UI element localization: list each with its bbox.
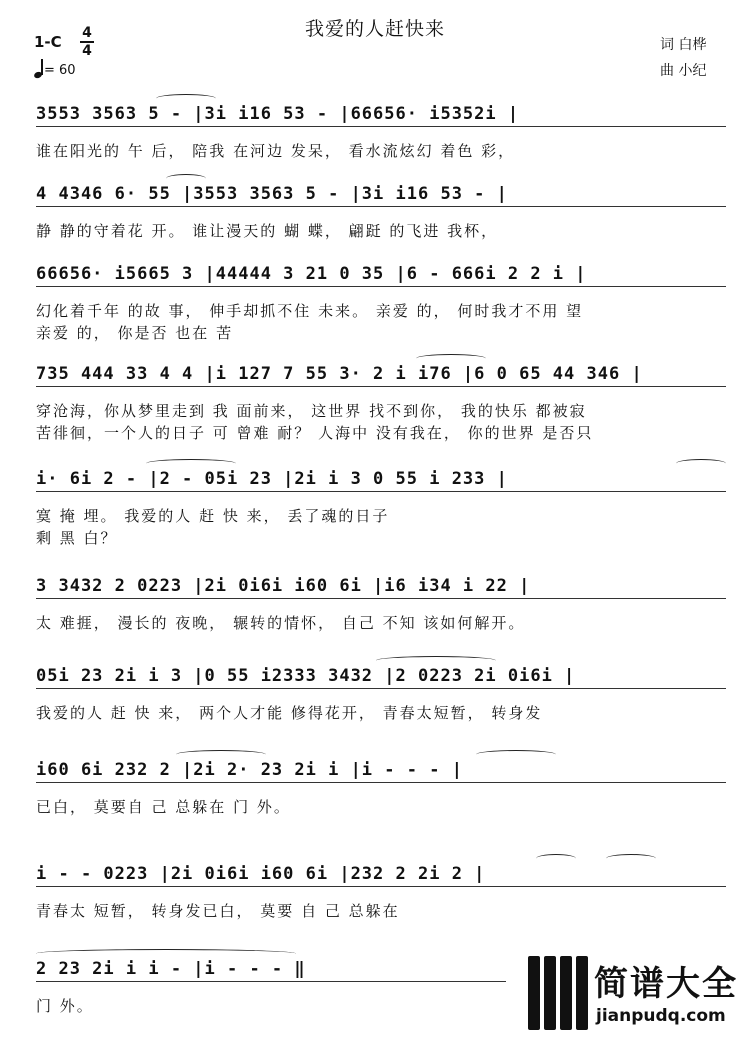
slur-mark <box>36 949 296 958</box>
time-signature <box>80 26 94 58</box>
slur-mark <box>176 750 266 759</box>
piano-keys-icon <box>528 956 588 1030</box>
key-signature: 1-C <box>34 33 62 51</box>
note-sequence: 05i 23 2i i 3 |0 55 i2333 3432 |2 0223 2i 0i6i | <box>36 666 726 689</box>
note-sequence: i60 6i 232 2 |2i 2· 23 2i i |i - - - | <box>36 760 726 783</box>
lyric-line: 寞 掩 埋。 我爱的人 赶 快 来， 丢了魂的日子 <box>36 507 390 525</box>
site-logo <box>528 956 750 1034</box>
score-row <box>0 360 750 452</box>
note-sequence: i· 6i 2 - |2 - 05i 23 |2i i 3 0 55 i 233 | <box>36 469 726 492</box>
slur-mark <box>146 459 236 468</box>
score-row <box>0 260 750 352</box>
slur-mark <box>156 94 216 103</box>
score-row <box>0 756 750 848</box>
slur-mark <box>416 354 486 363</box>
lyric-line: 门 外。 <box>36 997 94 1015</box>
composer-credit: 曲 小纪 <box>660 63 707 79</box>
score-row <box>0 100 750 192</box>
song-title: 我爱的人赶快来 <box>304 18 445 40</box>
note-sequence: 66656· i5665 3 |44444 3 21 0 35 |6 - 666i 2 2 i | <box>36 264 726 287</box>
slur-mark <box>376 656 496 665</box>
lyric-line: 幻化着千年 的故 事， 伸手却抓不住 未来。 亲爱 的， 何时我才不用 望 <box>36 302 584 320</box>
notation-line <box>36 959 506 989</box>
note-sequence: 2 23 2i i i - |i - - - ‖ <box>36 959 506 982</box>
score-row <box>0 572 750 664</box>
lyric-line: 已白， 莫要自 己 总躲在 门 外。 <box>36 798 291 816</box>
lyric-line-verse-2: 亲爱 的， 你是否 也在 苦 <box>36 324 234 342</box>
lyric-line-verse-2: 苦徘徊，一个人的日子 可 曾难 耐？ 人海中 没有我在， 你的世界 是否只 <box>36 424 594 442</box>
notation-line <box>36 469 726 499</box>
notation-line <box>36 864 726 894</box>
slur-mark <box>166 174 206 183</box>
note-sequence: 3553 3563 5 - |3i i16 53 - |66656· i5352i | <box>36 104 726 127</box>
logo-brand-text: 简谱大全 <box>594 964 738 1004</box>
notation-line <box>36 104 726 134</box>
tempo-marking <box>34 60 76 78</box>
lyricist-credit: 词 白桦 <box>660 37 707 53</box>
lyric-line: 静 静的守着花 开。 谁让漫天的 蝴 蝶， 翩跹 的飞进 我杯， <box>36 222 499 240</box>
notation-line <box>36 666 726 696</box>
score-row <box>0 860 750 952</box>
lyric-line: 青春太 短暂， 转身发已白， 莫要 自 己 总躲在 <box>36 902 400 920</box>
note-sequence: 735 444 33 4 4 |i 127 7 55 3· 2 i i76 |6 0 65 44 346 | <box>36 364 726 387</box>
notation-line <box>36 760 726 790</box>
score-row <box>0 180 750 272</box>
logo-url-text: jianpudq.com <box>596 1006 726 1026</box>
note-sequence: 3 3432 2 0223 |2i 0i6i i60 6i |i6 i34 i 22 | <box>36 576 726 599</box>
notation-line <box>36 364 726 394</box>
lyric-line: 谁在阳光的 午 后， 陪我 在河边 发呆， 看水流炫幻 着色 彩， <box>36 142 516 160</box>
quarter-note-icon <box>34 60 44 78</box>
score-row <box>0 662 750 754</box>
meter-bottom: 4 <box>82 43 92 59</box>
slur-mark <box>536 854 576 863</box>
notation-line <box>36 264 726 294</box>
slur-mark <box>676 459 726 468</box>
lyric-line-verse-2: 剩 黑 白？ <box>36 529 118 547</box>
slur-mark <box>476 750 556 759</box>
tempo-value: = 60 <box>44 63 76 78</box>
slur-mark <box>606 854 656 863</box>
notation-line <box>36 184 726 214</box>
lyric-line: 我爱的人 赶 快 来， 两个人才能 修得花开， 青春太短暂， 转身发 <box>36 704 543 722</box>
note-sequence: i - - 0223 |2i 0i6i i60 6i |232 2 2i 2 | <box>36 864 726 887</box>
note-sequence: 4 4346 6· 55 |3553 3563 5 - |3i i16 53 - | <box>36 184 726 207</box>
meter-top: 4 <box>82 25 92 41</box>
notation-line <box>36 576 726 606</box>
score-row <box>0 465 750 557</box>
lyric-line: 太 难捱， 漫长的 夜晚， 辗转的情怀， 自己 不知 该如何解开。 <box>36 614 526 632</box>
lyric-line: 穿沧海，你从梦里走到 我 面前来， 这世界 找不到你， 我的快乐 都被寂 <box>36 402 587 420</box>
